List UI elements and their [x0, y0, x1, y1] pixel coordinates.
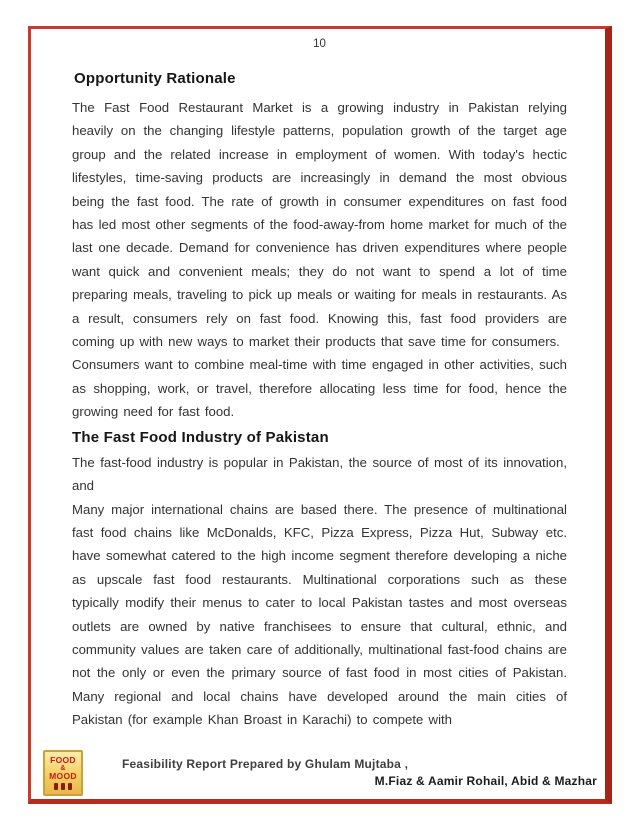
page-number: 10: [313, 38, 326, 50]
logo-text-food: FOOD: [50, 755, 76, 766]
footer-credit-line-1: Feasibility Report Prepared by Ghulam Mujtaba ,: [122, 757, 409, 771]
footer-credit-line-2: M.Fiaz & Aamir Rohail, Abid & Mazhar: [374, 774, 597, 788]
logo-text-ampersand: &: [60, 764, 66, 772]
heading-fast-food-industry-pakistan: The Fast Food Industry of Pakistan: [72, 428, 329, 446]
page-content: [31, 29, 605, 799]
page-footer: [43, 750, 597, 796]
footer-credits: [92, 750, 597, 788]
paragraph-market-overview: The Fast Food Restaurant Market is a growing industry in Pakistan relying heavily on the changing lifestyle patterns, population growth of the target age group and the related increase in employment of women. With today's hectic lifestyles, time-saving products are increasingly in demand the most obvious being the fast food. The rate of growth in consumer expenditures on fast food has led most other segments of the food-away-from home market for much of the last one decade. Demand for convenience has driven expenditures where people want quick and convenient meals; they do not want to spend a lot of time preparing meals, traveling to pick up meals or waiting for meals in restaurants. As a result, consumers rely on fast food. Knowing this, fast food providers are coming up with new ways to market their products that save time for consumers.: [72, 100, 567, 350]
paragraph-industry-intro: The fast-food industry is popular in Pakistan, the source of most of its innovation, and: [72, 454, 567, 494]
page-border: [28, 26, 612, 804]
logo-text-mood: MOOD: [49, 771, 77, 782]
heading-opportunity-rationale: Opportunity Rationale: [74, 70, 236, 87]
paragraph-chains-detail: Many major international chains are based there. The presence of multinational fast food chains like McDonalds, KFC, Pizza Express, Pizza Hut, Subway etc. have somewhat catered to the high income segment therefore developing a niche as upscale fast food restaurants. Multinational corporations such as these typically modify their menus to cater to local Pakistan tastes and most overseas outlets are owned by native franchisees to ensure that cultural, ethnic, and community values are taken care of additionally, multinational fast-food chains are not the only or even the primary source of fast food in most cities of Pakistan. Many regional and local chains have developed around the main cities of Pakistan (for example Khan Broast in Karachi) to compete with: [72, 501, 567, 728]
paragraph-consumer-behavior: Consumers want to combine meal-time with time engaged in other activities, such as shopping, work, or travel, therefore allocating less time for food, hence the growing need for fast food.: [72, 357, 567, 420]
logo-figures-icon: [54, 783, 72, 790]
food-mood-logo: [43, 750, 83, 796]
